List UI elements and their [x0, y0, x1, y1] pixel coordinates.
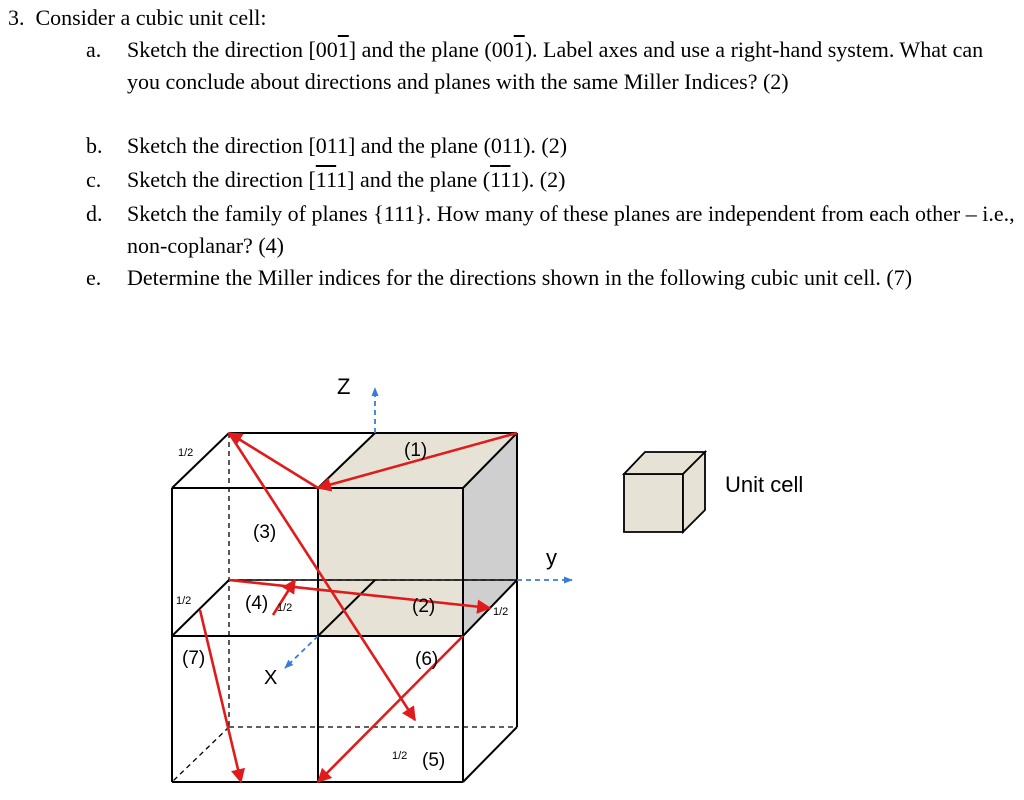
label-2: (2) — [412, 596, 436, 617]
y-axis-label: y — [546, 545, 557, 570]
half-label-four: 1/2 — [277, 602, 293, 614]
item-text: Determine the Miller indices for the directions shown in the following cubic unit cell. (7) — [127, 265, 913, 290]
label-5: (5) — [422, 750, 446, 771]
label-3: (3) — [253, 522, 277, 543]
direction-3-arrow — [229, 433, 318, 488]
label-1: (1) — [404, 440, 428, 461]
item-label: e. — [86, 265, 102, 290]
item-text: Sketch the direction [111] and the plane (111). (2) — [127, 167, 566, 192]
label-4: (4) — [245, 593, 269, 614]
item-label: d. — [86, 201, 103, 226]
item-text: Sketch the direction [011] and the plane (011). (2) — [127, 133, 568, 158]
label-7: (7) — [182, 648, 206, 669]
item-text: Sketch the family of planes {111}. How many of these planes are independent from each other – i.e., non-coplanar? (4) — [127, 201, 1015, 258]
question-prompt: Consider a cubic unit cell: — [35, 5, 267, 30]
unit-cell-legend — [624, 452, 803, 532]
half-label-mid-left: 1/2 — [176, 595, 192, 607]
label-6: (6) — [415, 649, 439, 670]
x-axis-label: X — [264, 667, 278, 689]
z-axis-label: Z — [337, 374, 351, 399]
item-label: b. — [86, 133, 103, 158]
item-label: a. — [86, 37, 102, 62]
x-axis — [285, 636, 318, 668]
unit-cell-label: Unit cell — [725, 472, 804, 497]
item-text: Sketch the direction [001] and the plane (001). Label axes and use a right-hand system. What can you conclude about directions and planes with the same Miller Indices? (2) — [127, 37, 984, 94]
half-label-bottom: 1/2 — [392, 750, 408, 762]
half-label-top-left: 1/2 — [178, 447, 194, 459]
half-label-mid-right: 1/2 — [493, 606, 509, 618]
item-label: c. — [86, 167, 102, 192]
question-number: 3. — [8, 5, 25, 30]
